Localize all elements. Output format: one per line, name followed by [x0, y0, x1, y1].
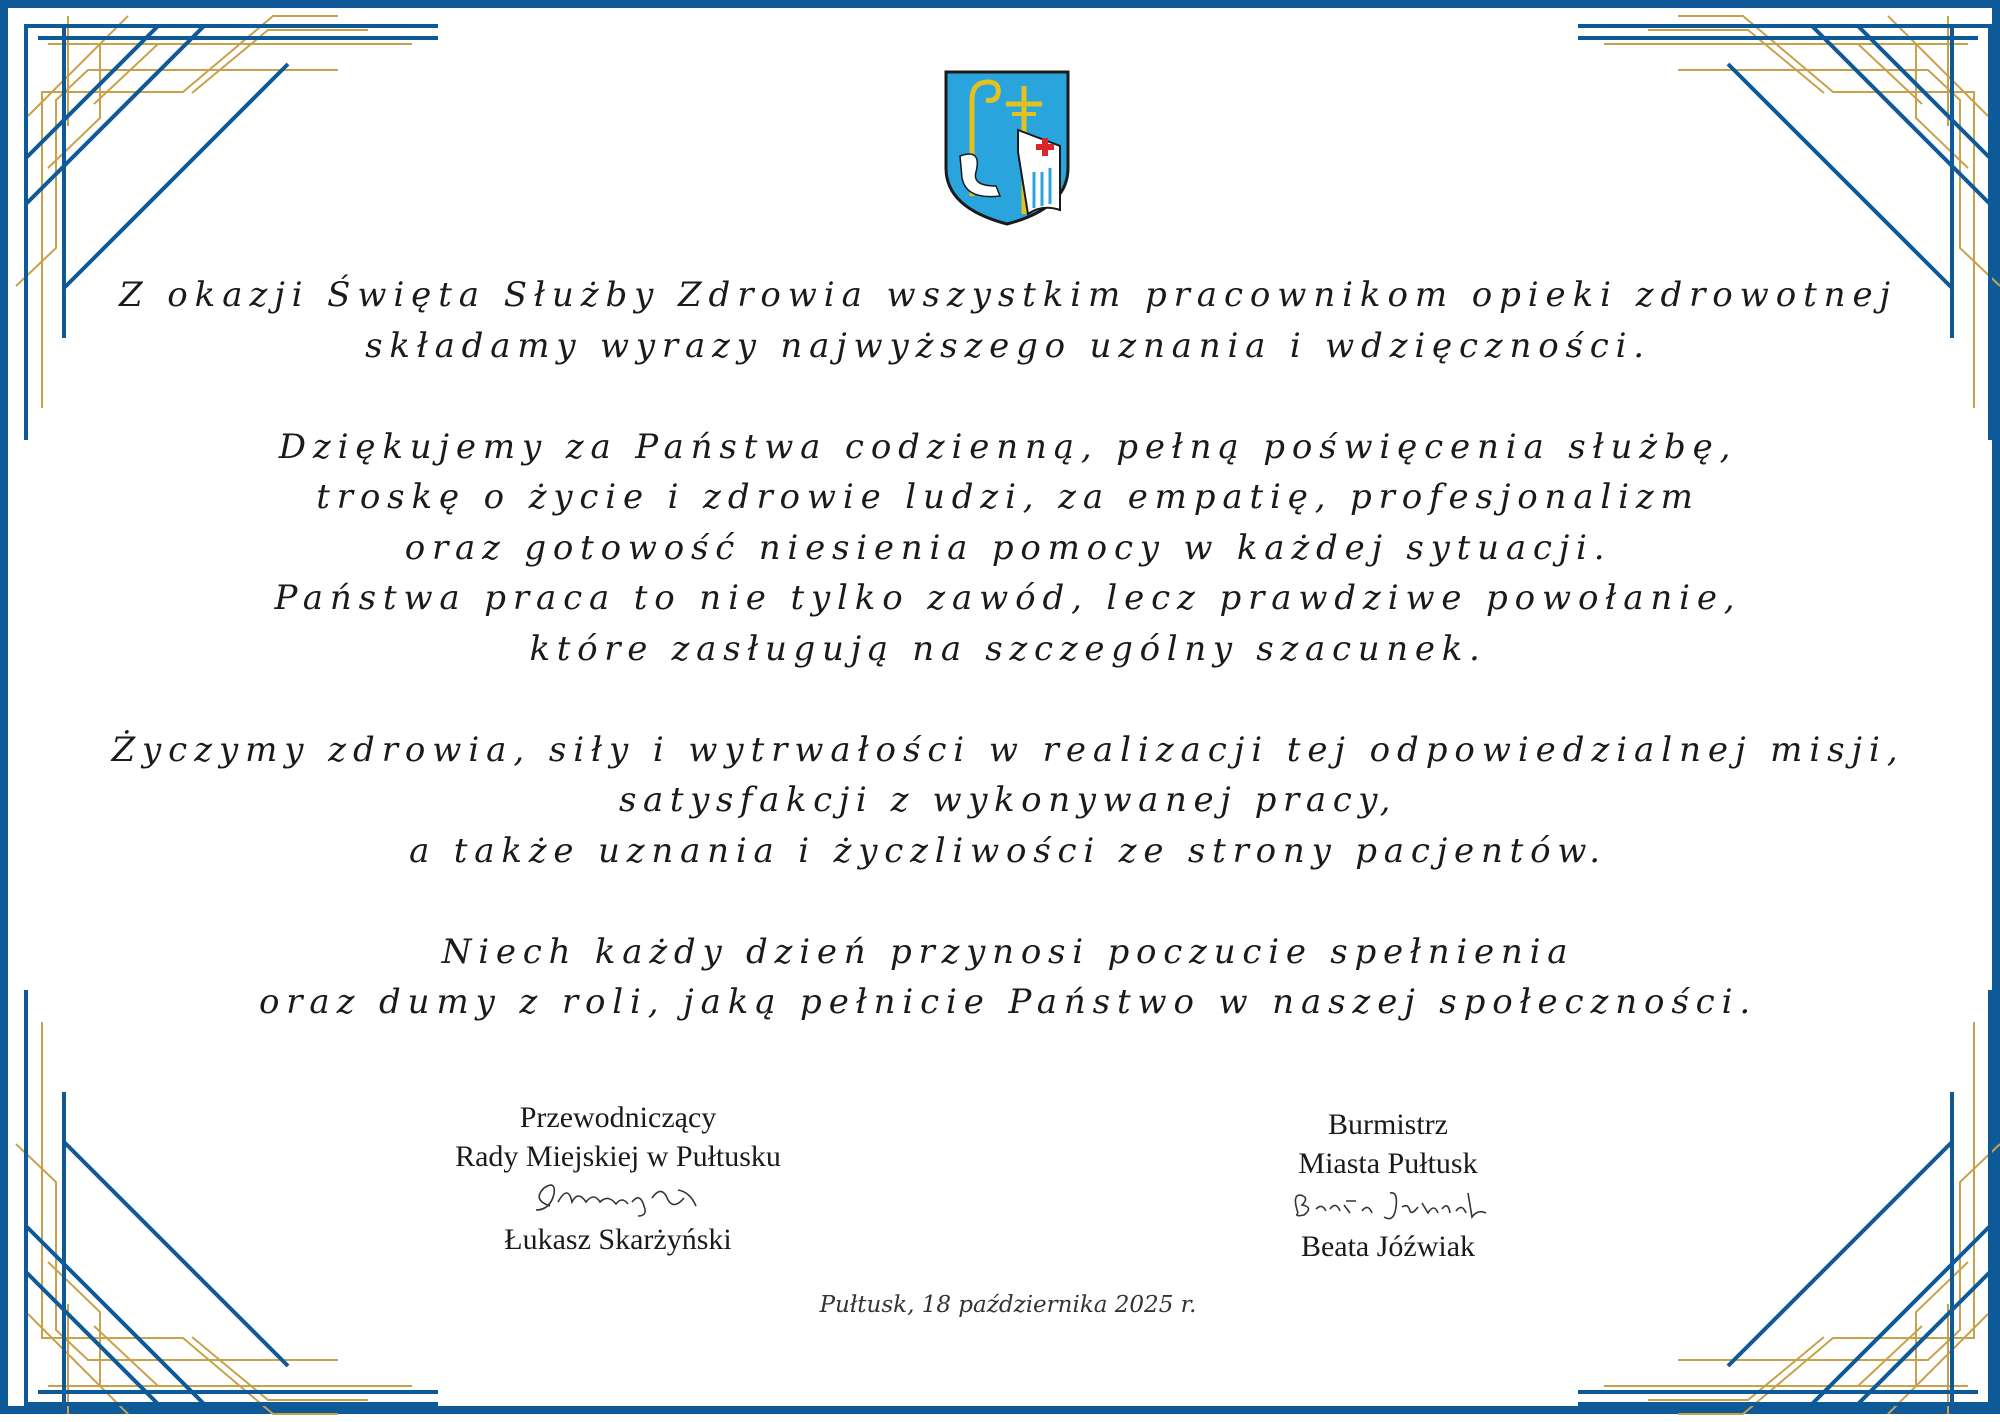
- message-paragraph: [68, 725, 1948, 877]
- message-paragraph: [68, 270, 1948, 371]
- signer-title: Przewodniczący: [519, 1101, 717, 1134]
- message-line: satysfakcji z wykonywanej pracy,: [619, 780, 1397, 820]
- coat-of-arms-pultusk-icon: [942, 68, 1072, 228]
- message-line: Dziękujemy za Państwa codzienną, pełną poświęcenia służbę,: [278, 426, 1738, 467]
- greeting-message: [68, 270, 1948, 1028]
- message-line: Życzymy zdrowia, siły i wytrwałości w realizacji tej odpowiedzialnej misji,: [111, 729, 1905, 770]
- message-line: troskę o życie i zdrowie ludzi, za empatię, profesjonalizm: [316, 477, 1700, 517]
- message-line: oraz gotowość niesienia pomocy w każdej sytuacji.: [404, 527, 1612, 568]
- signer-name: Łukasz Skarżyński: [504, 1223, 732, 1256]
- handwritten-signature-skarzynski: [528, 1176, 708, 1220]
- message-line: Państwa praca to nie tylko zawód, lecz prawdziwe powołanie,: [274, 578, 1742, 618]
- message-line: składamy wyrazy najwyższego uznania i wdzięczności.: [365, 325, 1651, 366]
- signer-council-chairman: [388, 1098, 848, 1259]
- signer-name: Beata Jóźwiak: [1300, 1230, 1476, 1263]
- message-line: które zasługują na szczególny szacunek.: [529, 628, 1487, 669]
- message-line: oraz dumy z roli, jaką pełnicie Państwo w naszej społeczności.: [258, 982, 1758, 1022]
- message-line: Niech każdy dzień przynosi poczucie spełnienia: [441, 931, 1575, 972]
- message-paragraph: [68, 927, 1948, 1028]
- signer-title: Miasta Pułtusk: [1298, 1147, 1478, 1180]
- message-paragraph: [68, 422, 1948, 675]
- message-line: a także uznania i życzliwości ze strony pacjentów.: [409, 830, 1607, 871]
- signer-title: Rady Miejskiej w Pułtusku: [455, 1140, 781, 1173]
- signer-title: Burmistrz: [1328, 1108, 1448, 1141]
- place-and-date: Pułtusk, 18 października 2025 r.: [819, 1292, 1197, 1318]
- handwritten-signature-jozwiak: [1278, 1183, 1498, 1227]
- signer-mayor: [1188, 1105, 1588, 1266]
- message-line: Z okazji Święta Służby Zdrowia wszystkim pracownikom opieki zdrowotnej: [119, 275, 1897, 315]
